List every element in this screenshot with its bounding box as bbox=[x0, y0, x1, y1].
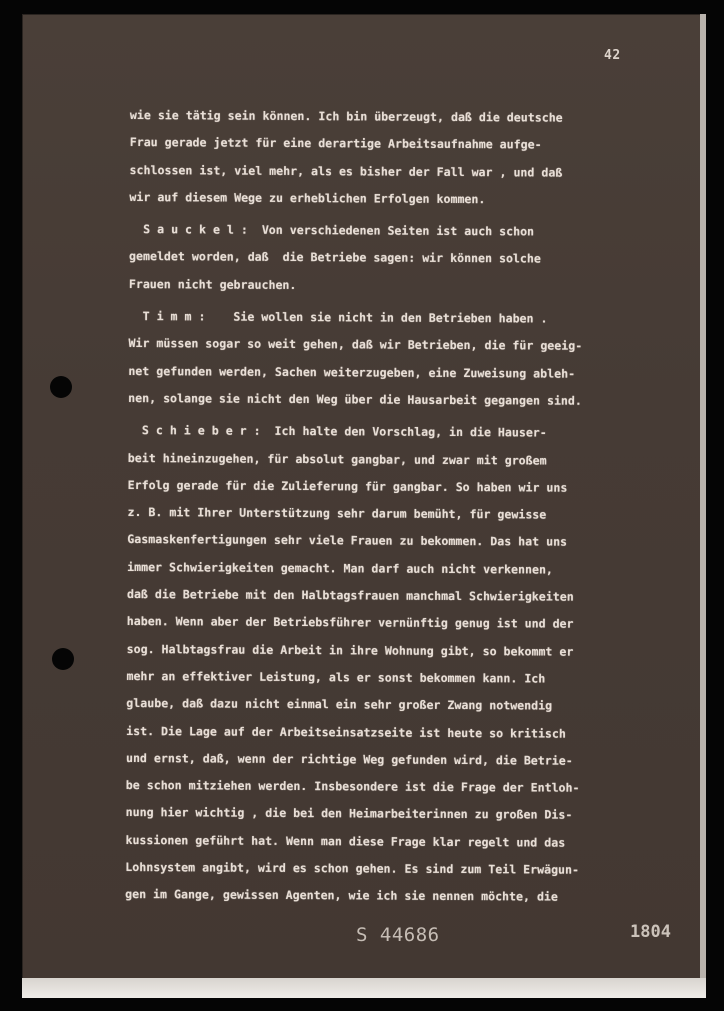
text-line: nung hier wichtig , die bei den Heimarbeiterinnen zu großen Dis- bbox=[125, 805, 573, 823]
text-line: kussionen geführt hat. Wenn man diese Frage klar regelt und das bbox=[125, 832, 566, 850]
punch-hole-bottom bbox=[52, 648, 74, 670]
text-line: wir auf diesem Wege zu erheblichen Erfolgen kommen. bbox=[129, 189, 486, 207]
text-line: gen im Gange, gewissen Agenten, wie ich sie nennen möchte, die bbox=[125, 887, 558, 904]
text-line: und ernst, daß, wenn der richtige Weg gefunden wird, die Betrie- bbox=[125, 750, 573, 768]
archive-stamp: S 44686 bbox=[356, 924, 440, 946]
text-line: ist. Die Lage auf der Arbeitseinsatzseite ist heute so kritisch bbox=[126, 723, 566, 741]
punch-hole-top bbox=[50, 376, 72, 398]
text-line: S c h i e b e r : Ich halte den Vorschlag, in die Hauser- bbox=[127, 423, 547, 440]
text-line: Gasmaskenfertigungen sehr viele Frauen zu bekommen. Das hat uns bbox=[127, 532, 568, 550]
typewritten-text bbox=[125, 102, 678, 912]
text-line: immer Schwierigkeiten gemacht. Man darf auch nicht verkennen, bbox=[127, 559, 553, 577]
text-line: Lohnsystem angibt, wird es schon gehen. Es sind zum Teil Erwägun- bbox=[125, 860, 580, 877]
text-line: gemeldet worden, daß die Betriebe sagen: wir können solche bbox=[129, 249, 541, 266]
text-line: Frau gerade jetzt für eine derartige Arbeitsaufnahme aufge- bbox=[129, 135, 542, 152]
text-line: net gefunden werden, Sachen weiterzugeben, eine Zuweisung ableh- bbox=[128, 363, 576, 381]
text-line: haben. Wenn aber der Betriebsführer vernünftig genug ist und der bbox=[126, 614, 574, 632]
text-line: mehr an effektiver Leistung, als er sonst bekommen kann. Ich bbox=[126, 668, 546, 686]
text-line: be schon mitziehen werden. Insbesondere ist die Frage der Entloh- bbox=[125, 778, 580, 795]
text-line: T i m m : Sie wollen sie nicht in den Betrieben haben . bbox=[128, 309, 548, 326]
page-edge bbox=[700, 14, 706, 996]
paragraph-schieber bbox=[125, 417, 676, 912]
text-line: S a u c k e l : Von verschiedenen Seiten ist auch schon bbox=[129, 222, 535, 239]
page-number: 42 bbox=[604, 48, 621, 63]
text-line: Wir müssen sogar so weit gehen, daß wir Betrieben, die für geeig- bbox=[128, 336, 583, 354]
text-line: beit hineinzugehen, für absolut gangbar, und zwar mit großem bbox=[127, 450, 547, 468]
text-line: daß die Betriebe mit den Halbtagsfrauen manchmal Schwierigkeiten bbox=[126, 587, 574, 604]
paragraph-sauckel bbox=[129, 216, 677, 301]
text-line: Frauen nicht gebrauchen. bbox=[128, 276, 297, 292]
text-line: z. B. mit Ihrer Unterstützung sehr darum bemüht, für gewisse bbox=[127, 505, 547, 522]
document-number: 1804 bbox=[630, 922, 671, 942]
paragraph-timm bbox=[128, 303, 677, 416]
text-line: sog. Halbtagsfrau die Arbeit in ihre Wohnung gibt, so bekommt er bbox=[126, 641, 574, 659]
text-line: glaube, daß dazu nicht einmal ein sehr großer Zwang notwendig bbox=[126, 696, 553, 713]
paper-bottom-edge bbox=[22, 978, 706, 998]
text-line: schlossen ist, viel mehr, als es bisher der Fall war , und daß bbox=[129, 162, 563, 180]
text-line: nen, solange sie nicht den Weg über die Hausarbeit gegangen sind. bbox=[128, 390, 582, 408]
text-line: wie sie tätig sein können. Ich bin überzeugt, daß die deutsche bbox=[129, 107, 563, 125]
text-line: Erfolg gerade für die Zulieferung für gangbar. So haben wir uns bbox=[127, 477, 568, 495]
paragraph-1 bbox=[129, 102, 678, 215]
